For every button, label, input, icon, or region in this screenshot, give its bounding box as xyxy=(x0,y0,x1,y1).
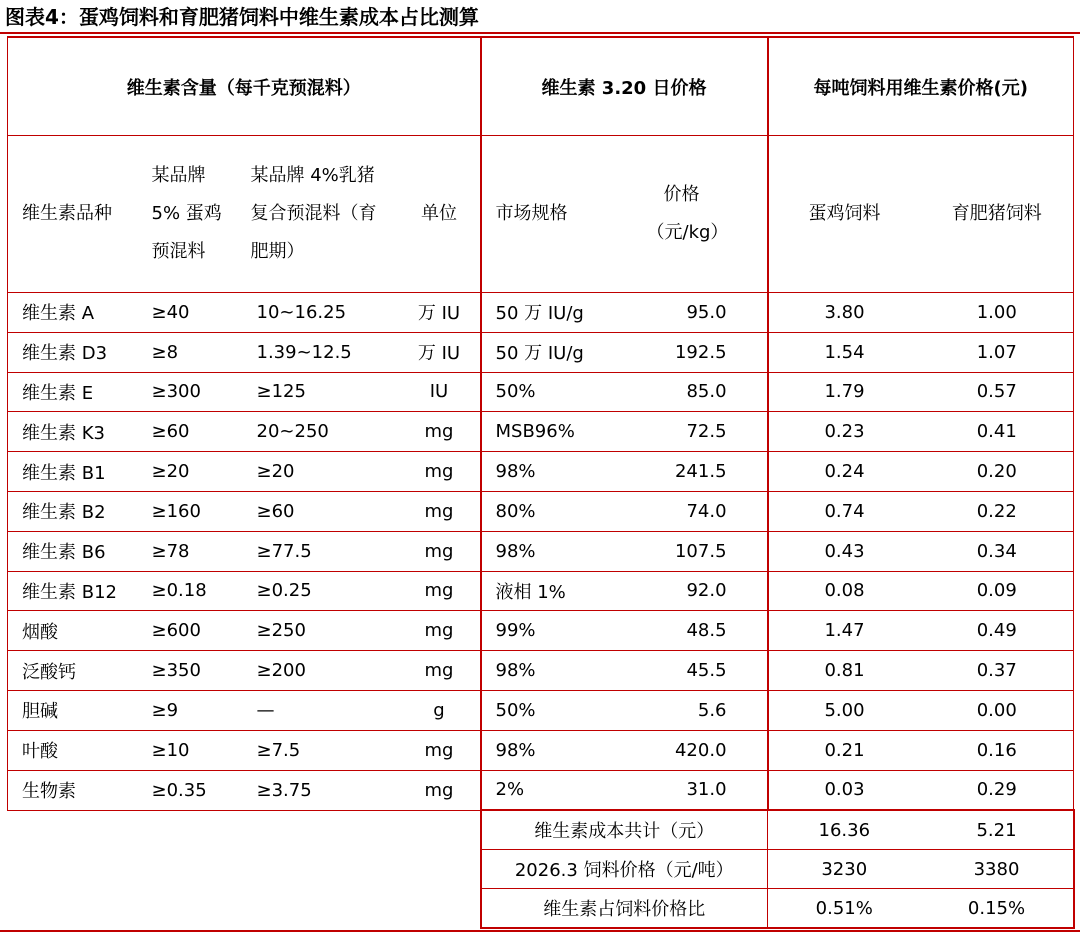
cell-price: 74.0 xyxy=(629,491,768,531)
cell-unit: mg xyxy=(399,770,481,810)
table-row xyxy=(8,651,1074,691)
summary-row xyxy=(8,889,1074,929)
cell-spec: 98% xyxy=(481,651,629,691)
cell-pig-premix: 1.39~12.5 xyxy=(251,332,399,372)
cell-pig-premix: ≥77.5 xyxy=(251,531,399,571)
cell-pig-premix: ≥60 xyxy=(251,491,399,531)
cell-pig-premix: ≥20 xyxy=(251,452,399,492)
summary-pig-value: 0.15% xyxy=(921,889,1074,929)
cell-egg-premix: ≥10 xyxy=(146,730,251,770)
vitamin-cost-table xyxy=(7,36,1075,929)
table-row xyxy=(8,412,1074,452)
cell-egg-feed-cost: 0.23 xyxy=(768,412,921,452)
summary-label: 维生素占饲料价格比 xyxy=(481,889,768,929)
cell-pig-premix: ≥200 xyxy=(251,651,399,691)
cell-pig-premix: ≥0.25 xyxy=(251,571,399,611)
cell-egg-feed-cost: 3.80 xyxy=(768,293,921,333)
summary-blank xyxy=(8,850,481,889)
header-spec: 市场规格 xyxy=(481,136,629,293)
cell-pig-feed-cost: 1.00 xyxy=(921,293,1074,333)
cell-unit: mg xyxy=(399,651,481,691)
cell-pig-premix: 10~16.25 xyxy=(251,293,399,333)
cell-vitamin-name: 维生素 D3 xyxy=(8,332,146,372)
cell-vitamin-name: 维生素 B1 xyxy=(8,452,146,492)
cell-pig-feed-cost: 0.49 xyxy=(921,611,1074,651)
cell-pig-feed-cost: 0.00 xyxy=(921,690,1074,730)
summary-label: 2026.3 饲料价格（元/吨） xyxy=(481,850,768,889)
summary-label: 维生素成本共计（元） xyxy=(481,810,768,850)
cell-egg-feed-cost: 0.74 xyxy=(768,491,921,531)
cell-price: 45.5 xyxy=(629,651,768,691)
cell-egg-feed-cost: 0.24 xyxy=(768,452,921,492)
cell-spec: 98% xyxy=(481,730,629,770)
cell-vitamin-name: 烟酸 xyxy=(8,611,146,651)
cell-unit: mg xyxy=(399,491,481,531)
cell-vitamin-name: 叶酸 xyxy=(8,730,146,770)
header-price-per-kg: 价格（元/kg） xyxy=(629,136,768,293)
cell-egg-premix: ≥160 xyxy=(146,491,251,531)
title-rule xyxy=(0,32,1080,34)
header-egg-premix: 某品牌 5% 蛋鸡预混料 xyxy=(146,136,251,293)
summary-pig-value: 5.21 xyxy=(921,810,1074,850)
summary-blank xyxy=(8,889,481,929)
table-row xyxy=(8,770,1074,810)
cell-egg-feed-cost: 1.54 xyxy=(768,332,921,372)
cell-egg-feed-cost: 0.08 xyxy=(768,571,921,611)
header-unit: 单位 xyxy=(399,136,481,293)
cell-egg-premix: ≥20 xyxy=(146,452,251,492)
cell-price: 107.5 xyxy=(629,531,768,571)
cell-unit: 万 IU xyxy=(399,332,481,372)
cell-price: 241.5 xyxy=(629,452,768,492)
cell-unit: mg xyxy=(399,531,481,571)
header-pig-feed: 育肥猪饲料 xyxy=(921,136,1074,293)
table-row xyxy=(8,611,1074,651)
cell-vitamin-name: 生物素 xyxy=(8,770,146,810)
cell-pig-feed-cost: 0.57 xyxy=(921,372,1074,412)
cell-egg-premix: ≥40 xyxy=(146,293,251,333)
cell-pig-premix: ≥7.5 xyxy=(251,730,399,770)
summary-row xyxy=(8,850,1074,889)
table-row xyxy=(8,293,1074,333)
header-cost-per-ton: 每吨饲料用维生素价格(元) xyxy=(768,37,1074,136)
cell-egg-premix: ≥60 xyxy=(146,412,251,452)
cell-egg-premix: ≥0.18 xyxy=(146,571,251,611)
header-group-row xyxy=(8,37,1074,136)
cell-egg-feed-cost: 1.79 xyxy=(768,372,921,412)
table-row xyxy=(8,372,1074,412)
cell-unit: mg xyxy=(399,412,481,452)
summary-egg-value: 0.51% xyxy=(768,889,921,929)
cell-unit: mg xyxy=(399,730,481,770)
cell-egg-premix: ≥8 xyxy=(146,332,251,372)
cell-spec: 50% xyxy=(481,372,629,412)
cell-pig-premix: 20~250 xyxy=(251,412,399,452)
cell-vitamin-name: 泛酸钙 xyxy=(8,651,146,691)
cell-pig-premix: ≥125 xyxy=(251,372,399,412)
summary-pig-value: 3380 xyxy=(921,850,1074,889)
cell-egg-premix: ≥78 xyxy=(146,531,251,571)
cell-vitamin-name: 维生素 B2 xyxy=(8,491,146,531)
cell-unit: IU xyxy=(399,372,481,412)
cell-egg-feed-cost: 0.21 xyxy=(768,730,921,770)
cell-egg-feed-cost: 1.47 xyxy=(768,611,921,651)
header-price: 维生素 3.20 日价格 xyxy=(481,37,768,136)
cell-unit: g xyxy=(399,690,481,730)
summary-egg-value: 3230 xyxy=(768,850,921,889)
table-row xyxy=(8,690,1074,730)
summary-blank xyxy=(8,810,481,850)
figure-title: 图表4：蛋鸡饲料和育肥猪饲料中维生素成本占比测算 xyxy=(5,5,479,29)
table-row xyxy=(8,332,1074,372)
cell-pig-feed-cost: 0.22 xyxy=(921,491,1074,531)
cell-price: 92.0 xyxy=(629,571,768,611)
cell-unit: mg xyxy=(399,571,481,611)
cell-price: 420.0 xyxy=(629,730,768,770)
cell-egg-feed-cost: 5.00 xyxy=(768,690,921,730)
cell-spec: 液相 1% xyxy=(481,571,629,611)
cell-pig-feed-cost: 0.41 xyxy=(921,412,1074,452)
cell-egg-premix: ≥9 xyxy=(146,690,251,730)
cell-unit: mg xyxy=(399,452,481,492)
table-row xyxy=(8,730,1074,770)
cell-pig-feed-cost: 0.34 xyxy=(921,531,1074,571)
cell-pig-premix: — xyxy=(251,690,399,730)
header-vitamin-name: 维生素品种 xyxy=(8,136,146,293)
table-row xyxy=(8,571,1074,611)
cell-vitamin-name: 维生素 K3 xyxy=(8,412,146,452)
cell-pig-feed-cost: 0.20 xyxy=(921,452,1074,492)
cell-spec: 50 万 IU/g xyxy=(481,293,629,333)
cell-egg-premix: ≥0.35 xyxy=(146,770,251,810)
cell-price: 192.5 xyxy=(629,332,768,372)
header-pig-premix: 某品牌 4%乳猪复合预混料（育肥期） xyxy=(251,136,399,293)
cell-spec: 2% xyxy=(481,770,629,810)
cell-vitamin-name: 维生素 E xyxy=(8,372,146,412)
cell-egg-feed-cost: 0.43 xyxy=(768,531,921,571)
cell-vitamin-name: 维生素 B6 xyxy=(8,531,146,571)
cell-pig-feed-cost: 1.07 xyxy=(921,332,1074,372)
cell-spec: 80% xyxy=(481,491,629,531)
cell-spec: 50% xyxy=(481,690,629,730)
header-column-row xyxy=(8,136,1074,293)
cell-pig-feed-cost: 0.16 xyxy=(921,730,1074,770)
cell-egg-premix: ≥300 xyxy=(146,372,251,412)
cell-egg-premix: ≥600 xyxy=(146,611,251,651)
cell-pig-feed-cost: 0.37 xyxy=(921,651,1074,691)
cell-pig-feed-cost: 0.09 xyxy=(921,571,1074,611)
cell-vitamin-name: 胆碱 xyxy=(8,690,146,730)
cell-spec: 98% xyxy=(481,531,629,571)
bottom-rule xyxy=(0,930,1080,932)
cell-unit: 万 IU xyxy=(399,293,481,333)
cell-pig-premix: ≥3.75 xyxy=(251,770,399,810)
table-row xyxy=(8,452,1074,492)
summary-row xyxy=(8,810,1074,850)
cell-spec: 50 万 IU/g xyxy=(481,332,629,372)
table-row xyxy=(8,531,1074,571)
cell-unit: mg xyxy=(399,611,481,651)
cell-spec: 98% xyxy=(481,452,629,492)
cell-spec: 99% xyxy=(481,611,629,651)
cell-egg-feed-cost: 0.81 xyxy=(768,651,921,691)
cell-vitamin-name: 维生素 A xyxy=(8,293,146,333)
cell-price: 85.0 xyxy=(629,372,768,412)
cell-price: 95.0 xyxy=(629,293,768,333)
cell-egg-feed-cost: 0.03 xyxy=(768,770,921,810)
summary-egg-value: 16.36 xyxy=(768,810,921,850)
cell-price: 31.0 xyxy=(629,770,768,810)
cell-pig-premix: ≥250 xyxy=(251,611,399,651)
header-egg-feed: 蛋鸡饲料 xyxy=(768,136,921,293)
cell-price: 5.6 xyxy=(629,690,768,730)
cell-spec: MSB96% xyxy=(481,412,629,452)
cell-pig-feed-cost: 0.29 xyxy=(921,770,1074,810)
cell-vitamin-name: 维生素 B12 xyxy=(8,571,146,611)
cell-price: 48.5 xyxy=(629,611,768,651)
header-vitamin-content: 维生素含量（每千克预混料） xyxy=(8,37,481,136)
cell-price: 72.5 xyxy=(629,412,768,452)
cell-egg-premix: ≥350 xyxy=(146,651,251,691)
table-row xyxy=(8,491,1074,531)
